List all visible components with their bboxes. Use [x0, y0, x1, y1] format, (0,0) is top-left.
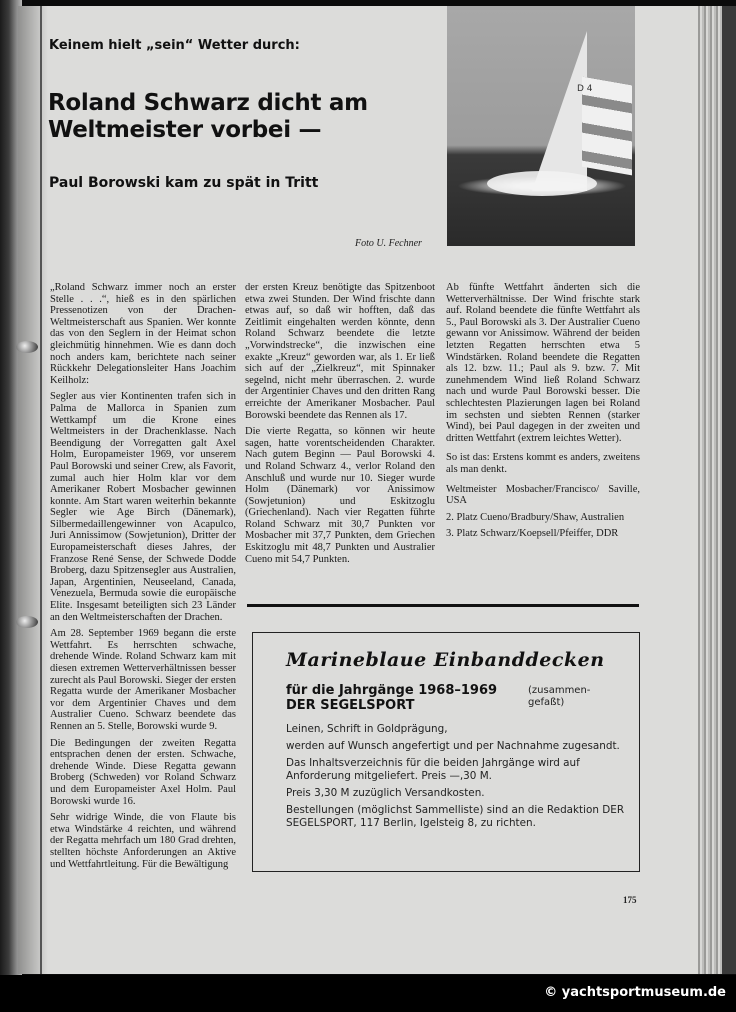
binder-ring-icon [16, 616, 38, 628]
ad-body [286, 723, 631, 834]
ad-note-line-1: (zusammen- [528, 685, 591, 696]
paragraph: Segler aus vier Kontinenten trafen sich in Palma de Mallorca in Spanien zum Wettkampf um die Krone eines Weltmeisters in der Drachenklasse. Nach Beendigung der Vorregatten galt Axel Holm, Europameister 1969, vor unserem Paul Borowski und seiner Crew, als Favorit, zumal auch hier Holm klar vor dem Amerikaner Robert Mosbacher gewinnen konnte. Am Start waren weiterhin bekannte Segler wie Age Birch (Dänemark), Silbermedaillengewinner von Acapulco, Juri Annissimow (Sowjetunion), Dritter der Europameisterschaft dieses Jahres, der Franzose René Sense, der Schwede Dodde Broberg, dazu Spitzensegler aus Australien, Japan, Argentinien, Neuseeland, Canada, Venezuela, Bermuda sowie die europäische Elite. Insgesamt beteiligten sich 23 Länder an den Weltmeisterschaften der Drachen. [50, 391, 236, 623]
ad-note [528, 685, 590, 709]
sail-number: D 4 [577, 84, 593, 94]
ad-note-line-2: gefaßt) [528, 697, 565, 708]
article-subheadline: Paul Borowski kam zu spät in Tritt [49, 175, 319, 191]
advertisement-box [252, 632, 640, 872]
paragraph: Die Bedingungen der zweiten Regatta entsprachen denen der ersten. Schwache, drehende Winde. Diese Regatta gewann Broberg (Schweden) vor Roland Schwarz und dem Europameister Axel Holm. Paul Borowski wurde 16. [50, 737, 236, 807]
result-line: 2. Platz Cueno/Bradbury/Shaw, Australien [446, 511, 625, 523]
ad-paragraph: Bestellungen (möglichst Sammelliste) sind an die Redaktion DER SEGELSPORT, 117 Berlin, Igelsteig 8, zu richten. [286, 804, 625, 829]
result-line: 3. Platz Schwarz/Koepsell/Pfeiffer, DDR [446, 528, 619, 540]
article-column-2 [245, 282, 435, 570]
result-line: Weltmeister Mosbacher/Francisco/ Saville, USA [446, 483, 640, 507]
article-column-3 [446, 282, 640, 545]
ad-paragraph: Das Inhaltsverzeichnis für die beiden Jahrgänge wird auf Anforderung mitgeliefert. Preis —,30 M. [286, 757, 580, 782]
article-headline [48, 90, 368, 144]
ad-title: Marineblaue Einbanddecken [286, 649, 605, 671]
headline-line-2: Weltmeister vorbei — [48, 117, 322, 143]
ad-subtitle-line-2: DER SEGELSPORT [286, 698, 415, 713]
ad-subtitle-line-1: für die Jahrgänge 1968–1969 [286, 683, 498, 698]
paragraph: Die vierte Regatta, so können wir heute sagen, hatte vorentscheidenden Charakter. Nach gutem Beginn — Paul Borowski 4. und Roland Schwarz 4., verlor Roland den Anschluß und wurde nur 10. Sieger wurde Holm (Dänemark) vor Anissimow (Sowjetunion) und Eskitzoglu (Griechenland). Nach vier Regatten führte Roland Schwarz mit 30,7 Punkten vor Mosbacher mit 37,7 Punkten, dem Griechen Eskitzoglu mit 48,7 Punkten und Australier Cueno mit 54,7 Punkten. [245, 426, 435, 565]
paragraph: So ist das: Erstens kommt es anders, zweitens als man denkt. [446, 452, 640, 475]
ad-paragraph: werden auf Wunsch angefertigt und per Nachnahme zugesandt. [286, 740, 620, 752]
paragraph: der ersten Kreuz benötigte das Spitzenboot etwa zwei Stunden. Der Wind frischte dann etwas auf, so daß wir hofften, daß das Zeitlimit eingehalten werden könnte, denn Roland Schwarz beendete die letzte „Vorwindstrecke“, die inzwischen eine exakte „Kreuz“ geworden war, als 1. Er ließ sich auf der „Zielkreuz“, mit Spinnaker segelnd, nicht mehr überraschen. 2. wurde der Argentinier Chaves und den dritten Rang erreichte der Amerikaner Mosbacher. Paul Borowski beendete das Rennen als 17. [245, 282, 435, 421]
boat-hull [487, 171, 597, 196]
article-column-1 [50, 282, 236, 875]
article-kicker: Keinem hielt „sein“ Wetter durch: [49, 38, 300, 53]
ad-subtitle [286, 683, 497, 713]
photo-credit: Foto U. Fechner [355, 238, 422, 249]
page-number: 175 [623, 895, 637, 905]
mainsail-shape [532, 31, 587, 191]
paragraph: „Roland Schwarz immer noch an erster Stelle . . .“, hieß es in den spärlichen Pressenotizen von der Drachen-Weltmeisterschaft aus Spanien. Wer konnte das von den Seglern in der Heimat schon gleichmütig hinnehmen. Wie es dann doch noch anders kam, berichtete nach seiner Rückkehr Delegationsleiter Hans Joachim Keilholz: [50, 282, 236, 386]
copyright-watermark: © yachtsportmuseum.de [544, 985, 726, 1000]
book-cover-edge [722, 6, 736, 974]
page-gutter [40, 6, 42, 974]
binder-ring-icon [16, 341, 38, 353]
paragraph: Sehr widrige Winde, die von Flaute bis etwa Windstärke 4 reichten, und während der Regatta mehrfach um 180 Grad drehten, stellten höchste Anforderungen an Aktive und Wettfahrtleitung. Für die Bewältigung [50, 812, 236, 870]
paragraph: Am 28. September 1969 begann die erste Wettfahrt. Es herrschten schwache, drehende Winde. Roland Schwarz kam mit diesen extremen Wetterverhältnissen besser zurecht als Paul Borowski. Sieger der ersten Regatta wurde der Amerikaner Mosbacher vor dem Argentinier Chaves und dem Australier Cueno. Schwarz beendete das Rennen an 5. Stelle, Borowski wurde 9. [50, 628, 236, 732]
ad-paragraph: Preis 3,30 M zuzüglich Versandkosten. [286, 787, 485, 799]
section-divider [247, 604, 639, 607]
ad-paragraph: Leinen, Schrift in Goldprägung, [286, 723, 448, 735]
paragraph: Ab fünfte Wettfahrt änderten sich die Wetterverhältnisse. Der Wind frischte stark auf. Roland beendete die fünfte Wettfahrt als 5., Paul Borowski als 3. Der Australier Cueno gewann vor Anissimow. Während der beiden letzten Regatten herrschten etwa 5 Windstärken. Roland beendete die Regatten als 12. bzw. 11.; Paul als 9. bzw. 7. Mit zunehmendem Wind ließ Roland Schwarz nach und wurde Paul Borowski besser. Die schlechtesten Plazierungen lagen bei Roland im sechsten und siebten Rennen (starker Wind), bei Paul dagegen in der zweiten und dritten Wettfahrt (extrem leichtes Wetter). [446, 282, 640, 444]
sailing-photo [447, 6, 635, 246]
headline-line-1: Roland Schwarz dicht am [48, 90, 368, 116]
